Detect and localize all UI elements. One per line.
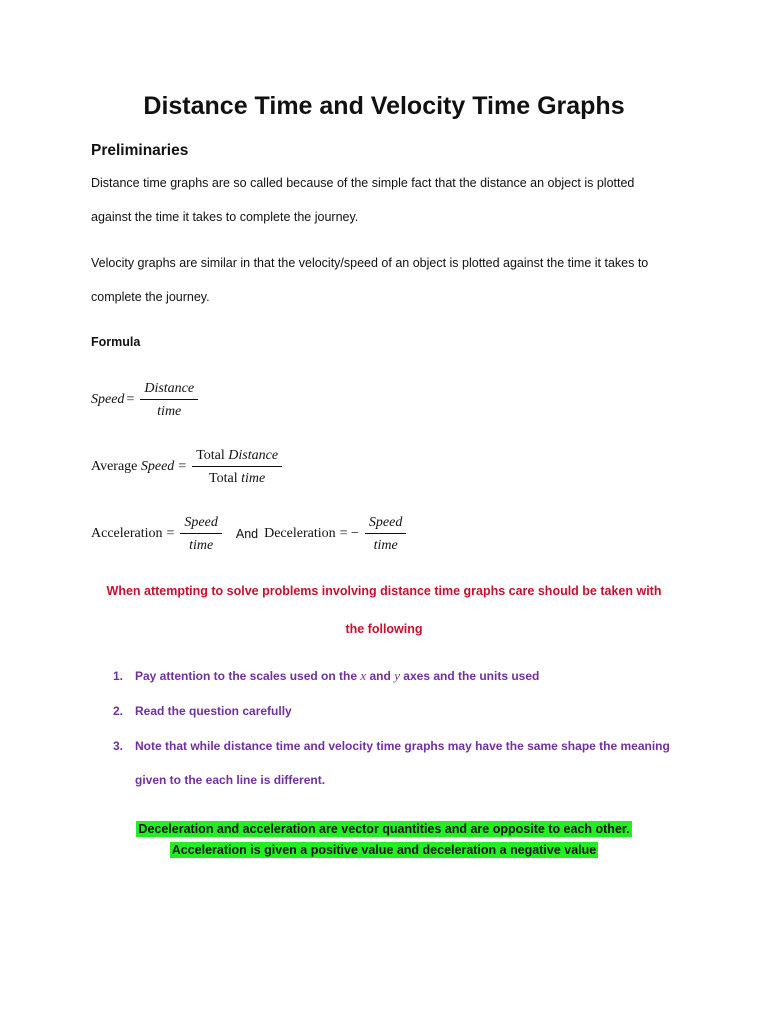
speed-numerator: Distance bbox=[140, 380, 198, 400]
list-item-3-line-2: given to the each line is different. bbox=[135, 773, 326, 787]
warning-line-2: the following bbox=[345, 622, 423, 636]
list-item-2-text: Read the question carefully bbox=[135, 704, 292, 718]
speed-fraction bbox=[140, 380, 198, 420]
speed-formula bbox=[91, 380, 202, 420]
deceleration-denominator: time bbox=[373, 538, 398, 553]
average-speed-formula bbox=[91, 447, 286, 487]
paragraph-2-line-1: Velocity graphs are similar in that the velocity/speed of an object is plotted against the time it takes to bbox=[91, 256, 649, 270]
highlight-line-2-wrap bbox=[0, 841, 768, 859]
deceleration-equals: = − bbox=[339, 526, 359, 541]
deceleration-lhs: Deceleration bbox=[264, 526, 336, 541]
deceleration-fraction bbox=[365, 514, 406, 554]
acceleration-denominator: time bbox=[189, 538, 214, 553]
average-speed-denominator-value: time bbox=[241, 471, 266, 486]
list-item-2-number: 2. bbox=[113, 704, 124, 718]
deceleration-numerator: Speed bbox=[365, 514, 406, 534]
acceleration-fraction bbox=[180, 514, 221, 554]
warning-line-1: When attempting to solve problems involving distance time graphs care should be taken with bbox=[106, 584, 662, 598]
average-speed-equals: = bbox=[178, 459, 187, 474]
page-title: Distance Time and Velocity Time Graphs bbox=[143, 92, 625, 120]
list-item-3-number: 3. bbox=[113, 739, 124, 753]
highlight-line-2: Acceleration is given a positive value and deceleration a negative value bbox=[171, 843, 597, 857]
list-item-3-line-1: Note that while distance time and velocity time graphs may have the same shape the meaning bbox=[135, 739, 670, 753]
average-speed-numerator-value: Distance bbox=[228, 448, 279, 463]
average-speed-denominator bbox=[205, 467, 269, 487]
list-item-1-pre: Pay attention to the scales used on the bbox=[135, 669, 361, 683]
highlight-line-1-wrap bbox=[0, 820, 768, 838]
list-item-3 bbox=[113, 739, 670, 753]
list-item-1 bbox=[113, 668, 539, 684]
list-item-1-number: 1. bbox=[113, 669, 124, 683]
list-item-1-mid: and bbox=[366, 669, 395, 683]
x-variable: x bbox=[360, 668, 367, 683]
speed-equals: = bbox=[126, 392, 135, 407]
average-speed-prefix: Average bbox=[91, 459, 141, 474]
speed-lhs: Speed bbox=[91, 392, 125, 407]
acceleration-equals: = bbox=[166, 526, 175, 541]
acceleration-numerator: Speed bbox=[180, 514, 221, 534]
y-variable: y bbox=[394, 668, 400, 683]
paragraph-1-line-2: against the time it takes to complete the journey. bbox=[91, 210, 359, 224]
highlight-line-1: Deceleration and acceleration are vector quantities and are opposite to each other. bbox=[138, 822, 630, 836]
acceleration-lhs: Acceleration bbox=[91, 526, 163, 541]
average-speed-numerator-prefix: Total bbox=[196, 448, 229, 463]
average-speed-lhs: Speed bbox=[140, 459, 175, 474]
list-item-2 bbox=[113, 704, 292, 718]
formula-label: Formula bbox=[91, 335, 141, 349]
and-connector: And bbox=[235, 527, 259, 541]
paragraph-1-line-1: Distance time graphs are so called because of the simple fact that the distance an object is plotted bbox=[91, 176, 635, 190]
paragraph-2-line-2: complete the journey. bbox=[91, 290, 210, 304]
speed-denominator: time bbox=[157, 404, 182, 419]
average-speed-numerator bbox=[192, 447, 282, 467]
list-item-1-post: axes and the units used bbox=[399, 669, 540, 683]
preliminaries-heading: Preliminaries bbox=[91, 142, 189, 159]
acceleration-formula bbox=[91, 514, 410, 554]
average-speed-fraction bbox=[192, 447, 282, 487]
average-speed-denominator-prefix: Total bbox=[209, 471, 242, 486]
